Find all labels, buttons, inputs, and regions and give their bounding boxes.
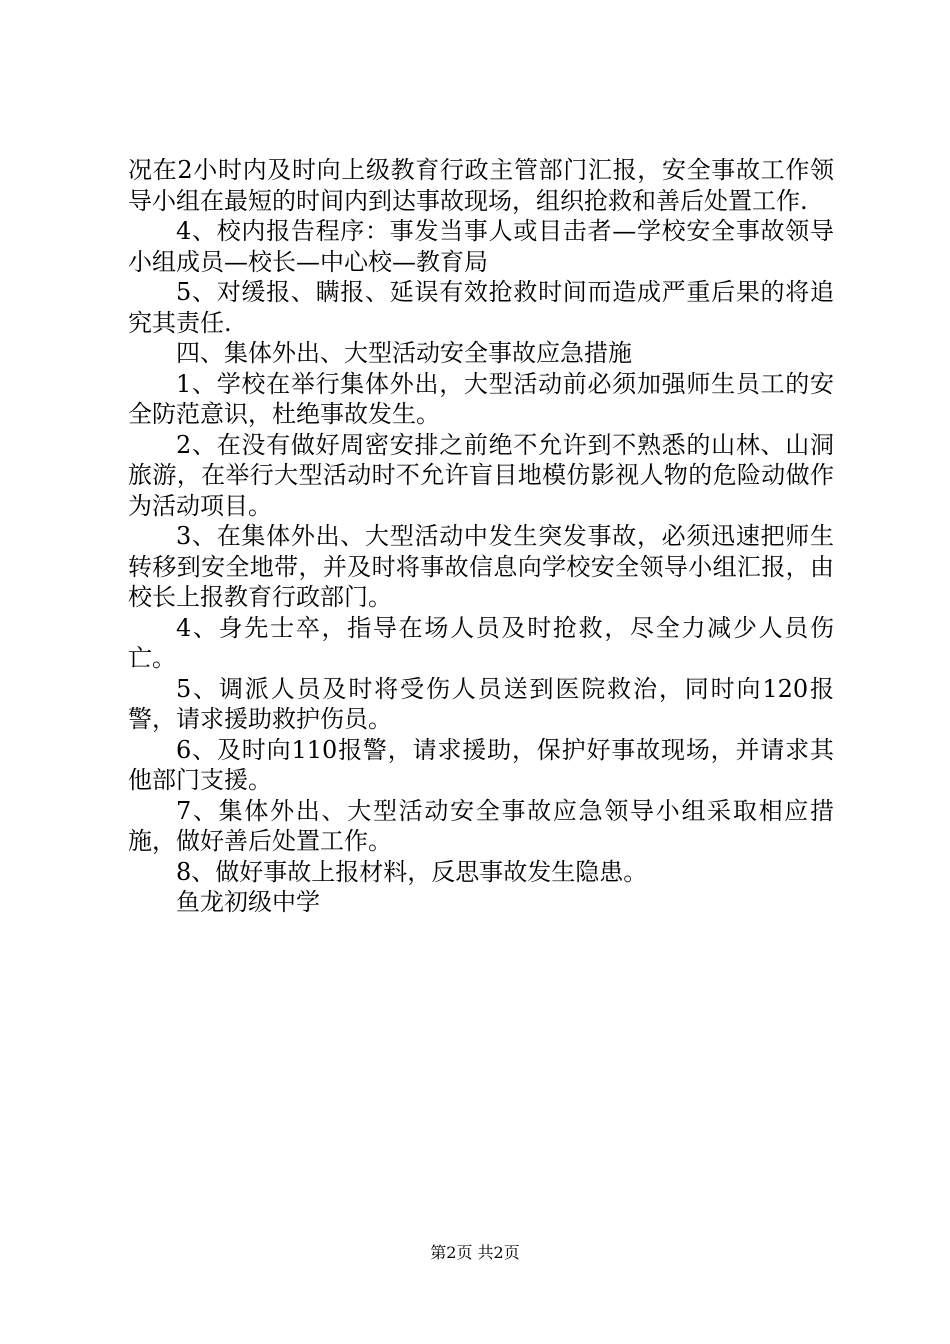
paragraph-report-procedure: 4、校内报告程序：事发当事人或目击者—学校安全事故领导小组成员—校长—中心校—教育局 <box>128 217 834 276</box>
section-heading: 四、集体外出、大型活动安全事故应急措施 <box>176 339 632 367</box>
paragraph-accountability: 5、对缓报、瞒报、延误有效抢救时间而造成严重后果的将追究其责任. <box>128 278 834 337</box>
paragraph-item-1: 1、学校在举行集体外出，大型活动前必须加强师生员工的安全防范意识，杜绝事故发生。 <box>128 369 834 428</box>
paragraph-item-5: 5、调派人员及时将受伤人员送到医院救治，同时向120报警，请求援助救护伤员。 <box>128 674 834 733</box>
signature-school-name: 鱼龙初级中学 <box>176 888 320 916</box>
paragraph-continuation: 况在2小时内及时向上级教育行政主管部门汇报，安全事故工作领导小组在最短的时间内到达事故现场，组织抢救和善后处置工作. <box>128 156 834 215</box>
paragraph-item-7: 7、集体外出、大型活动安全事故应急领导小组采取相应措施，做好善后处置工作。 <box>128 796 834 855</box>
paragraph-item-6: 6、及时向110报警，请求援助，保护好事故现场，并请求其他部门支援。 <box>128 735 834 794</box>
page-number-label: 第2页 共2页 <box>430 1243 520 1262</box>
paragraph-item-4: 4、身先士卒，指导在场人员及时抢救，尽全力减少人员伤亡。 <box>128 613 834 672</box>
document-body <box>128 155 834 918</box>
paragraph-item-3: 3、在集体外出、大型活动中发生突发事故，必须迅速把师生转移到安全地带，并及时将事故信息向学校安全领导小组汇报，由校长上报教育行政部门。 <box>128 522 834 611</box>
paragraph-item-2: 2、在没有做好周密安排之前绝不允许到不熟悉的山林、山洞旅游，在举行大型活动时不允许盲目地模仿影视人物的危险动做作为活动项目。 <box>128 430 834 520</box>
paragraph-item-8: 8、做好事故上报材料，反思事故发生隐患。 <box>176 857 648 886</box>
page-footer <box>0 1243 950 1263</box>
